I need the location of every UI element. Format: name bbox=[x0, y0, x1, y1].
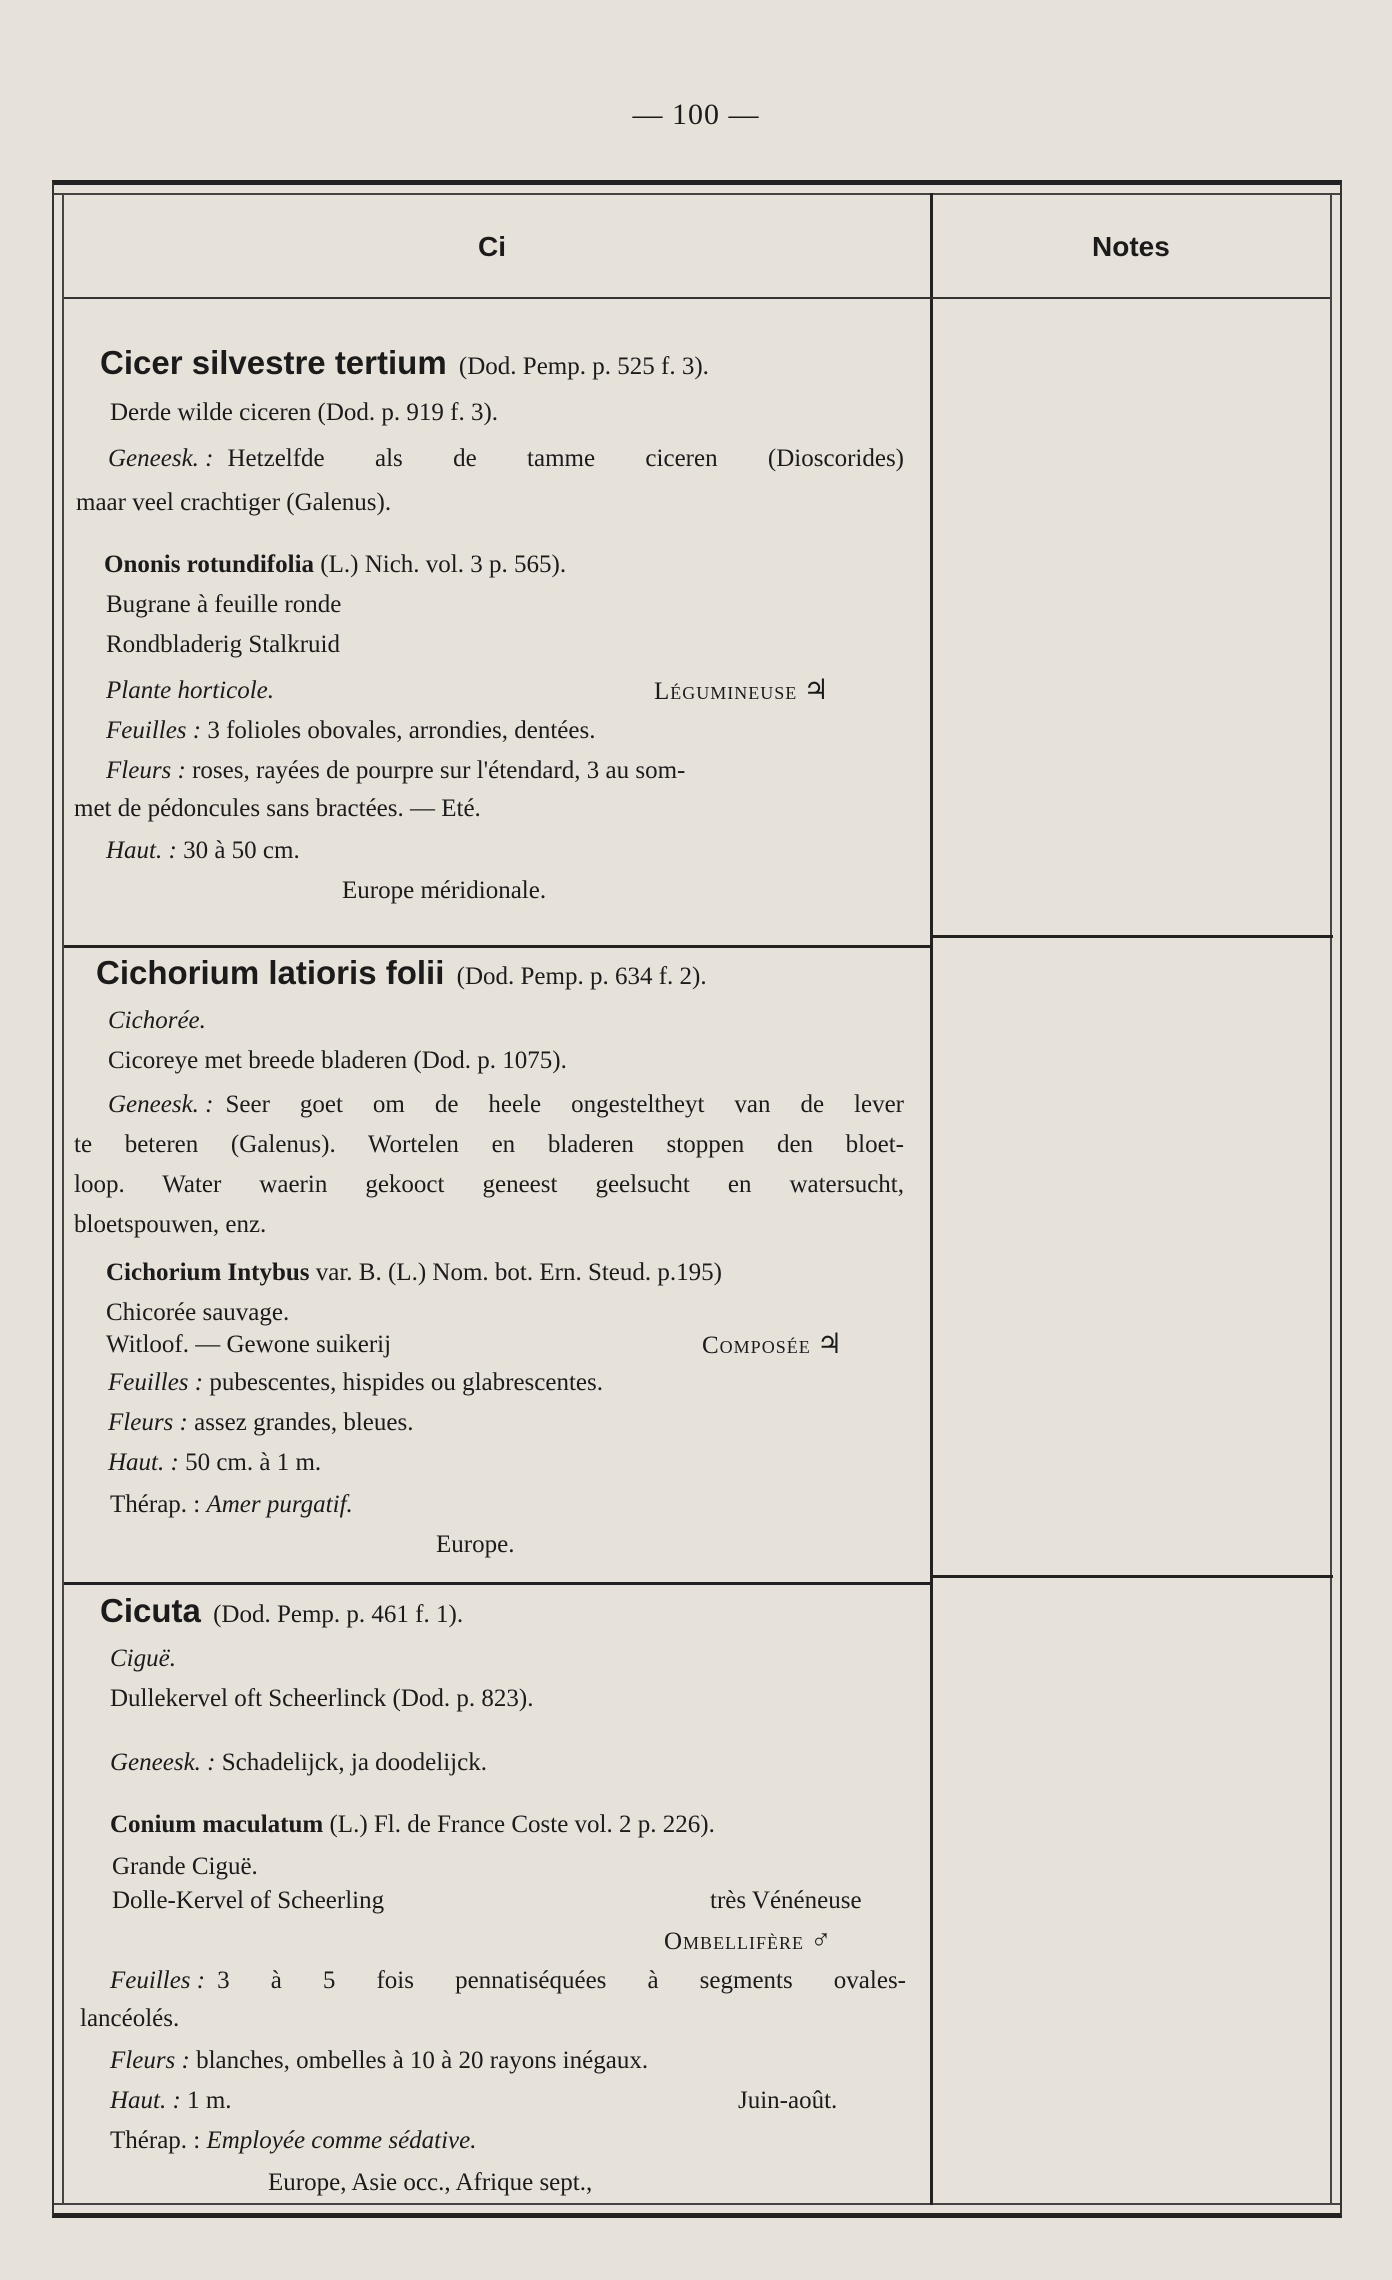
notes-separator bbox=[933, 1575, 1333, 1578]
latin-common-name: Cichorée. bbox=[108, 1007, 206, 1034]
column-header-ci: Ci bbox=[478, 231, 506, 262]
feuilles-label: Feuilles : bbox=[110, 1967, 206, 1994]
feuilles-text: 3 folioles obovales, arrondies, dentées. bbox=[207, 717, 596, 744]
feuilles-continuation: lancéolés. bbox=[80, 2005, 180, 2032]
genus-reference: (Dod. Pemp. p. 634 f. 2). bbox=[456, 963, 707, 990]
geneesk-label: Geneesk. : bbox=[110, 1749, 216, 1776]
species-reference: (L.) Fl. de France Coste vol. 2 p. 226). bbox=[329, 1811, 715, 1838]
region: Europe, Asie occ., Afrique sept., bbox=[268, 2169, 593, 2196]
genus-name: Cicer silvestre tertium bbox=[100, 344, 447, 381]
latin-common-name: Ciguë. bbox=[110, 1645, 176, 1672]
genus-reference: (Dod. Pemp. p. 461 f. 1). bbox=[213, 1601, 464, 1628]
haut-label: Haut. : bbox=[110, 2087, 181, 2114]
dutch-old-name: Dullekervel oft Scheerlinck (Dod. p. 823). bbox=[110, 1685, 534, 1712]
plant-type: Plante horticole. bbox=[106, 677, 275, 704]
perennial-symbol: ♃ bbox=[816, 1329, 843, 1360]
feuilles-label: Feuilles : bbox=[108, 1369, 204, 1396]
therap-text: Amer purgatif. bbox=[206, 1491, 353, 1518]
fleurs-text: roses, rayées de pourpre sur l'étendard, 3 au som- bbox=[192, 757, 686, 784]
fleurs-label: Fleurs : bbox=[108, 1409, 188, 1436]
dutch-vernacular: Witloof. — Gewone suikerij bbox=[106, 1331, 392, 1358]
flowering-season: Juin-août. bbox=[738, 2087, 838, 2114]
family-name: Ombellifère bbox=[664, 1928, 805, 1955]
species-name: Conium maculatum bbox=[110, 1811, 324, 1838]
haut-label: Haut. : bbox=[106, 837, 177, 864]
genus-reference: (Dod. Pemp. p. 525 f. 3). bbox=[458, 353, 709, 380]
column-divider bbox=[930, 193, 933, 2205]
geneesk-continuation: maar veel crachtiger (Galenus). bbox=[76, 489, 392, 516]
species-name: Cichorium Intybus bbox=[106, 1259, 310, 1286]
dutch-name: Derde wilde ciceren (Dod. p. 919 f. 3). bbox=[110, 399, 499, 426]
fleurs-continuation: met de pédoncules sans bractées. — Eté. bbox=[74, 795, 481, 822]
entry-separator bbox=[64, 1582, 930, 1585]
therap-text: Employée comme sédative. bbox=[206, 2127, 477, 2154]
family-name: Légumineuse bbox=[654, 678, 798, 705]
species-reference: (L.) Nich. vol. 3 p. 565). bbox=[320, 551, 567, 578]
biennial-symbol: ♂ bbox=[810, 1925, 832, 1956]
page-number: — 100 — bbox=[632, 98, 760, 131]
haut-label: Haut. : bbox=[108, 1449, 179, 1476]
species-reference: var. B. (L.) Nom. bot. Ern. Steud. p.195) bbox=[315, 1259, 722, 1286]
notes-separator bbox=[933, 935, 1333, 938]
geneesk-continuation: te beteren (Galenus). Wortelen en bladeren stoppen den bloet- bbox=[74, 1131, 904, 1158]
fleurs-text: blanches, ombelles à 10 à 20 rayons inégaux. bbox=[196, 2047, 649, 2074]
geneesk-continuation: bloetspouwen, enz. bbox=[74, 1211, 267, 1238]
region: Europe. bbox=[436, 1531, 515, 1558]
dutch-vernacular: Rondbladerig Stalkruid bbox=[106, 631, 340, 658]
haut-text: 50 cm. à 1 m. bbox=[185, 1449, 322, 1476]
feuilles-text: pubescentes, hispides ou glabrescentes. bbox=[209, 1369, 603, 1396]
therap-label: Thérap. : bbox=[110, 2127, 201, 2154]
french-name: Bugrane à feuille ronde bbox=[106, 591, 342, 618]
region: Europe méridionale. bbox=[342, 877, 547, 904]
geneesk-text: Seer goet om de heele ongesteltheyt van de lever bbox=[225, 1091, 904, 1118]
geneesk-label: Geneesk. : bbox=[108, 1091, 214, 1118]
geneesk-continuation: loop. Water waerin gekooct geneest geelsucht en watersucht, bbox=[74, 1171, 904, 1198]
feuilles-text: 3 à 5 fois pennatiséquées à segments ovales- bbox=[217, 1967, 906, 1994]
fleurs-text: assez grandes, bleues. bbox=[194, 1409, 414, 1436]
perennial-symbol: ♃ bbox=[803, 675, 829, 706]
genus-name: Cichorium latioris folii bbox=[96, 954, 445, 991]
fleurs-label: Fleurs : bbox=[110, 2047, 190, 2074]
entry-separator bbox=[64, 945, 930, 948]
therap-label: Thérap. : bbox=[110, 1491, 201, 1518]
family-name: Composée bbox=[702, 1332, 811, 1359]
fleurs-label: Fleurs : bbox=[106, 757, 186, 784]
french-name: Chicorée sauvage. bbox=[106, 1299, 290, 1326]
geneesk-text: Schadelijck, ja doodelijck. bbox=[221, 1749, 487, 1776]
species-name: Ononis rotundifolia bbox=[104, 551, 315, 578]
dutch-vernacular: Dolle-Kervel of Scheerling bbox=[112, 1887, 385, 1914]
toxicity-note: très Vénéneuse bbox=[710, 1887, 862, 1914]
genus-name: Cicuta bbox=[100, 1592, 201, 1629]
column-header-notes: Notes bbox=[1092, 231, 1170, 262]
geneesk-text: Hetzelfde als de tamme ciceren (Dioscorides) bbox=[227, 445, 904, 472]
haut-text: 1 m. bbox=[187, 2087, 232, 2114]
haut-text: 30 à 50 cm. bbox=[183, 837, 300, 864]
dutch-old-name: Cicoreye met breede bladeren (Dod. p. 1075). bbox=[108, 1047, 567, 1074]
geneesk-label: Geneesk. : bbox=[108, 445, 214, 472]
feuilles-label: Feuilles : bbox=[106, 717, 202, 744]
french-name: Grande Ciguë. bbox=[112, 1853, 258, 1880]
